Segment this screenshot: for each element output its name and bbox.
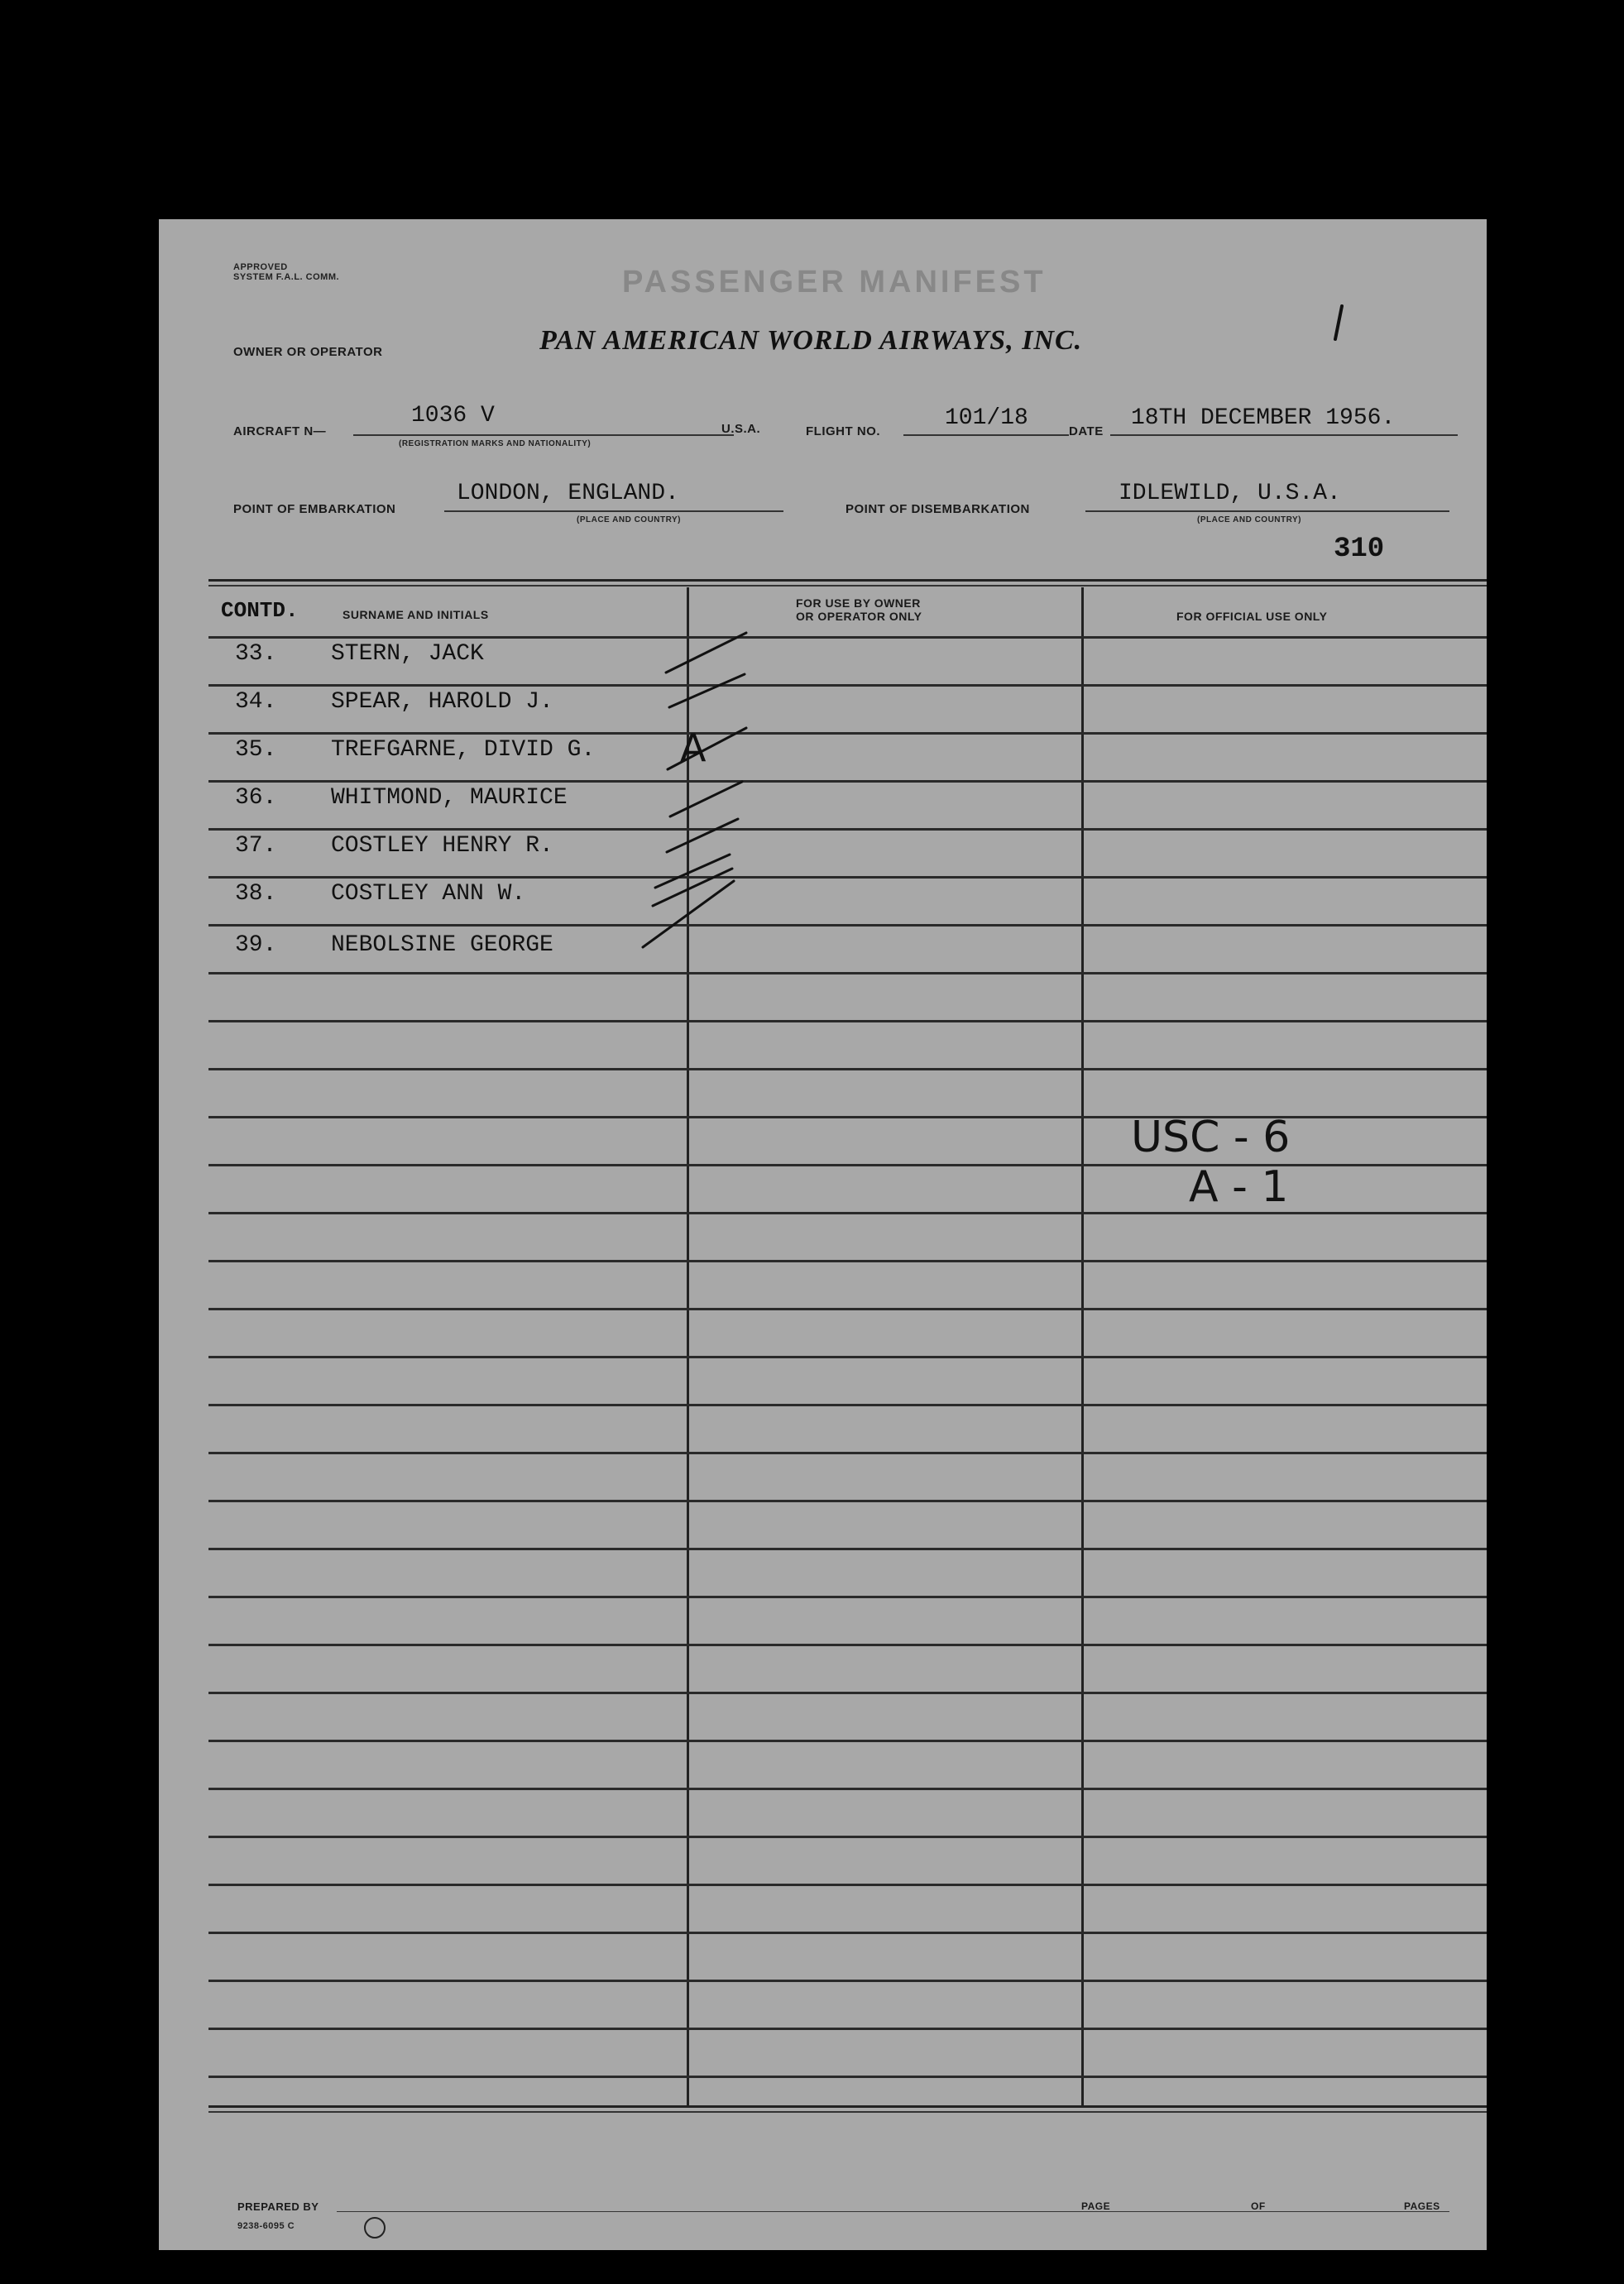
prepared-by-label: PREPARED BY [237, 2200, 319, 2213]
manifest-page [159, 219, 1487, 2250]
date-value: 18TH DECEMBER 1956. [1131, 405, 1396, 431]
col-official-header: FOR OFFICIAL USE ONLY [1176, 610, 1328, 623]
passenger-name: WHITMOND, MAURICE [331, 785, 568, 811]
row-number: 36. [235, 785, 277, 811]
date-label: DATE [1069, 424, 1104, 438]
check-marks [159, 219, 1487, 2250]
check-mark-icon [655, 855, 730, 888]
annotation-a-count: A - 1 [1189, 1162, 1289, 1212]
passenger-name: SPEAR, HAROLD J. [331, 689, 553, 715]
check-mark-icon [667, 819, 738, 852]
pages-label: PAGES [1404, 2200, 1440, 2212]
flight-number: 101/18 [945, 405, 1028, 431]
contd-label: CONTD. [221, 598, 299, 623]
disembark-label: POINT OF DISEMBARKATION [846, 502, 1030, 516]
passenger-name: TREFGARNE, DIVID G. [331, 737, 596, 763]
disembark-sub-label: (PLACE AND COUNTRY) [1197, 515, 1301, 524]
row-number: 39. [235, 932, 277, 958]
row-number: 37. [235, 833, 277, 859]
usa-label: U.S.A. [721, 422, 761, 436]
check-mark-icon [670, 782, 742, 816]
passenger-name: COSTLEY HENRY R. [331, 833, 553, 859]
aircraft-value: 1036 V [411, 403, 495, 429]
passenger-name: NEBOLSINE GEORGE [331, 932, 553, 958]
row-number: 34. [235, 689, 277, 715]
page-number: 310 [1334, 534, 1385, 565]
aircraft-label: AIRCRAFT N— [233, 424, 327, 438]
union-seal-icon [364, 2217, 386, 2239]
of-label: OF [1251, 2200, 1266, 2212]
col-owner-header-line1: FOR USE BY OWNER [796, 596, 921, 610]
check-mark-icon [669, 674, 745, 707]
approved-label: APPROVED [233, 262, 288, 272]
page-title: PASSENGER MANIFEST [622, 265, 1047, 299]
disembark-value: IDLEWILD, U.S.A. [1119, 481, 1341, 506]
owner-label: OWNER OR OPERATOR [233, 345, 383, 359]
embark-value: LONDON, ENGLAND. [457, 481, 679, 506]
passenger-name: COSTLEY ANN W. [331, 881, 526, 907]
company-name: PAN AMERICAN WORLD AIRWAYS, INC. [539, 325, 1083, 356]
annotation-a: A [680, 725, 707, 770]
row-number: 38. [235, 881, 277, 907]
check-mark-icon [666, 633, 746, 673]
embark-label: POINT OF EMBARKATION [233, 502, 396, 516]
check-mark-icon [643, 881, 734, 947]
flight-label: FLIGHT NO. [806, 424, 880, 438]
annotation-usc: USC - 6 [1131, 1113, 1291, 1162]
passenger-name: STERN, JACK [331, 641, 484, 667]
approved-sub-label: SYSTEM F.A.L. COMM. [233, 272, 340, 282]
page-label: PAGE [1081, 2200, 1111, 2212]
col-surname-header: SURNAME AND INITIALS [343, 608, 489, 621]
stray-mark [1335, 306, 1342, 339]
check-mark-icon [653, 869, 732, 906]
embark-sub-label: (PLACE AND COUNTRY) [577, 515, 681, 524]
col-owner-header-line2: OR OPERATOR ONLY [796, 610, 922, 623]
row-number: 33. [235, 641, 277, 667]
row-number: 35. [235, 737, 277, 763]
form-number: 9238-6095 C [237, 2221, 295, 2231]
aircraft-sub-label: (REGISTRATION MARKS AND NATIONALITY) [399, 439, 592, 448]
